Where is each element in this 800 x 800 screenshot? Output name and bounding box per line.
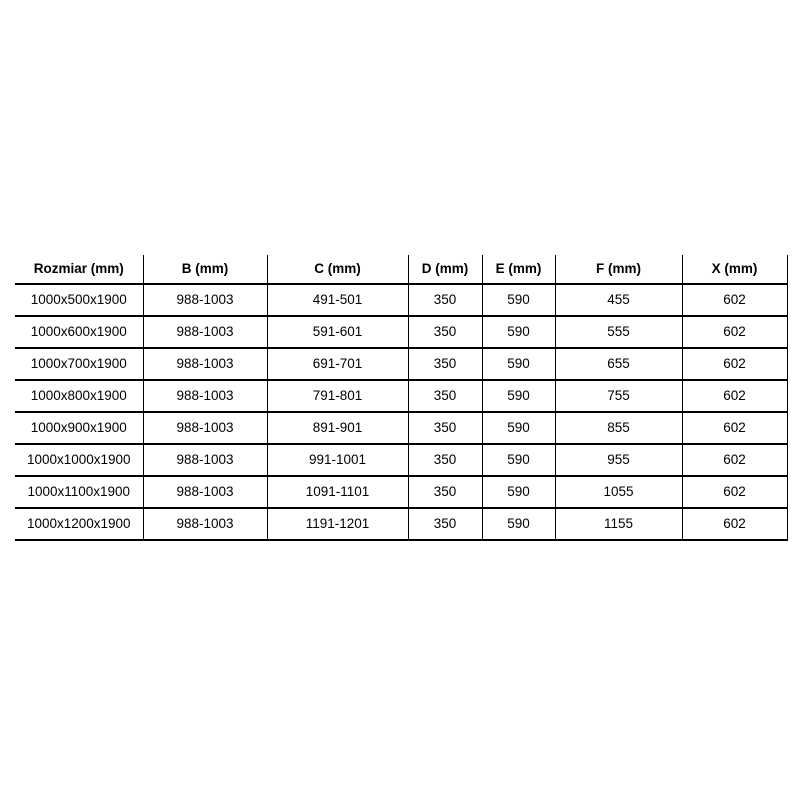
table-row [15, 412, 787, 444]
cell-f: 955 [555, 444, 682, 476]
cell-x: 602 [682, 284, 787, 316]
cell-b: 988-1003 [143, 380, 267, 412]
cell-f: 555 [555, 316, 682, 348]
cell-x: 602 [682, 348, 787, 380]
table-row [15, 316, 787, 348]
cell-f: 655 [555, 348, 682, 380]
cell-b: 988-1003 [143, 284, 267, 316]
cell-x: 602 [682, 508, 787, 540]
cell-b: 988-1003 [143, 348, 267, 380]
cell-rozmiar: 1000x900x1900 [15, 412, 143, 444]
table-row [15, 348, 787, 380]
cell-d: 350 [408, 412, 482, 444]
table-row [15, 284, 787, 316]
cell-rozmiar: 1000x500x1900 [15, 284, 143, 316]
cell-e: 590 [482, 508, 555, 540]
cell-e: 590 [482, 316, 555, 348]
cell-x: 602 [682, 444, 787, 476]
cell-d: 350 [408, 316, 482, 348]
cell-d: 350 [408, 380, 482, 412]
cell-x: 602 [682, 380, 787, 412]
column-header-rozmiar: Rozmiar (mm) [15, 255, 143, 284]
cell-x: 602 [682, 316, 787, 348]
table-row [15, 444, 787, 476]
cell-e: 590 [482, 348, 555, 380]
cell-c: 491-501 [267, 284, 408, 316]
table-header [15, 255, 787, 284]
cell-rozmiar: 1000x1100x1900 [15, 476, 143, 508]
table-body [15, 284, 787, 540]
header-row [15, 255, 787, 284]
cell-c: 591-601 [267, 316, 408, 348]
table-row [15, 476, 787, 508]
cell-f: 1155 [555, 508, 682, 540]
cell-e: 590 [482, 380, 555, 412]
cell-d: 350 [408, 476, 482, 508]
cell-b: 988-1003 [143, 444, 267, 476]
cell-b: 988-1003 [143, 476, 267, 508]
cell-x: 602 [682, 412, 787, 444]
cell-rozmiar: 1000x1200x1900 [15, 508, 143, 540]
cell-e: 590 [482, 284, 555, 316]
cell-f: 1055 [555, 476, 682, 508]
column-header-f: F (mm) [555, 255, 682, 284]
cell-rozmiar: 1000x700x1900 [15, 348, 143, 380]
cell-c: 891-901 [267, 412, 408, 444]
size-specification-table [15, 255, 788, 541]
cell-e: 590 [482, 476, 555, 508]
cell-e: 590 [482, 444, 555, 476]
column-header-b: B (mm) [143, 255, 267, 284]
cell-b: 988-1003 [143, 508, 267, 540]
cell-rozmiar: 1000x800x1900 [15, 380, 143, 412]
column-header-e: E (mm) [482, 255, 555, 284]
cell-d: 350 [408, 444, 482, 476]
cell-c: 1091-1101 [267, 476, 408, 508]
cell-b: 988-1003 [143, 412, 267, 444]
cell-c: 991-1001 [267, 444, 408, 476]
column-header-c: C (mm) [267, 255, 408, 284]
cell-d: 350 [408, 284, 482, 316]
table-row [15, 380, 787, 412]
cell-f: 455 [555, 284, 682, 316]
cell-f: 855 [555, 412, 682, 444]
cell-f: 755 [555, 380, 682, 412]
cell-rozmiar: 1000x1000x1900 [15, 444, 143, 476]
table-row [15, 508, 787, 540]
cell-rozmiar: 1000x600x1900 [15, 316, 143, 348]
cell-x: 602 [682, 476, 787, 508]
cell-b: 988-1003 [143, 316, 267, 348]
cell-c: 691-701 [267, 348, 408, 380]
cell-d: 350 [408, 508, 482, 540]
cell-c: 1191-1201 [267, 508, 408, 540]
cell-c: 791-801 [267, 380, 408, 412]
column-header-d: D (mm) [408, 255, 482, 284]
cell-e: 590 [482, 412, 555, 444]
cell-d: 350 [408, 348, 482, 380]
column-header-x: X (mm) [682, 255, 787, 284]
